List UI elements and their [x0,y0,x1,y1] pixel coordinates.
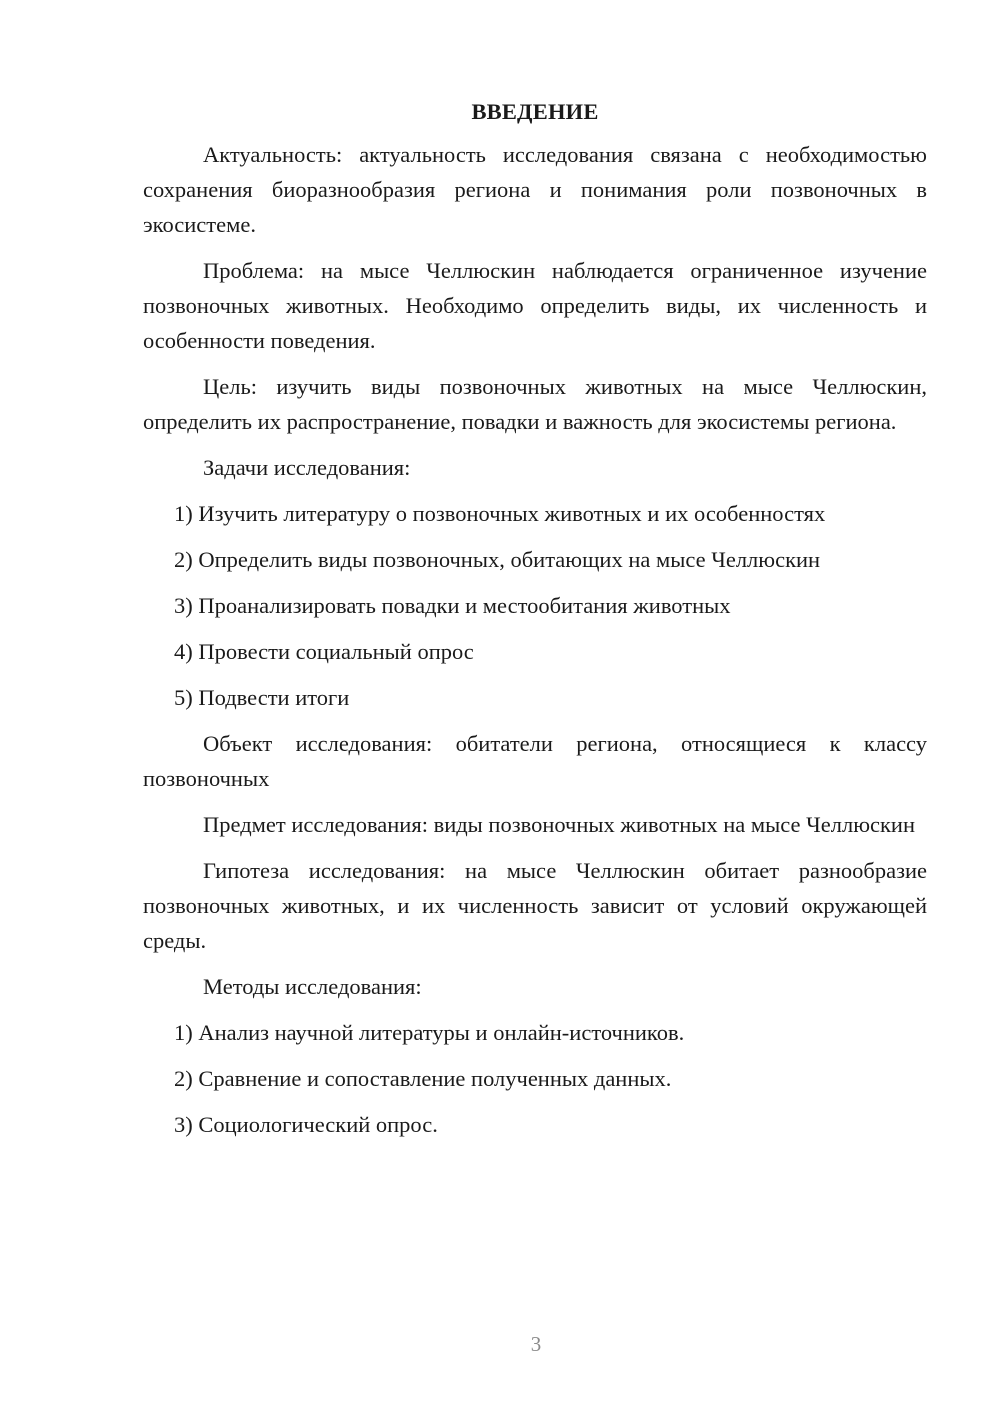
relevance-paragraph: Актуальность: актуальность исследования связана с необходимостью сохранения биоразнообразия региона и понимания роли позвоночных в экосистеме. [143,142,927,237]
subject-paragraph: Предмет исследования: виды позвоночных животных на мысе Челлюскин [203,812,916,837]
goal-paragraph: Цель: изучить виды позвоночных животных на мысе Челлюскин, определить их распространение, повадки и важность для экосистемы региона. [143,374,927,434]
object-paragraph: Объект исследования: обитатели региона, относящиеся к классу позвоночных [143,731,927,791]
hypothesis-paragraph: Гипотеза исследования: на мысе Челлюскин обитает разнообразие позвоночных животных, и их численность зависит от условий окружающей среды. [143,858,927,953]
task-item: 1) Изучить литературу о позвоночных животных и их особенностях [174,501,826,526]
task-item: 3) Проанализировать повадки и местообитания животных [174,593,731,618]
page-number: 3 [530,1332,542,1356]
tasks-heading: Задачи исследования: [203,455,411,480]
task-item: 5) Подвести итоги [174,685,350,710]
problem-paragraph: Проблема: на мысе Челлюскин наблюдается ограниченное изучение позвоночных животных. Необходимо определить виды, их численность и особенности поведения. [143,258,927,353]
method-item: 3) Социологический опрос. [174,1112,438,1137]
section-title: ВВЕДЕНИЕ [471,99,599,124]
methods-heading: Методы исследования: [203,974,422,999]
method-item: 2) Сравнение и сопоставление полученных данных. [174,1066,672,1091]
task-item: 4) Провести социальный опрос [174,639,474,664]
page-content [143,94,927,1153]
method-item: 1) Анализ научной литературы и онлайн-источников. [174,1020,685,1045]
task-item: 2) Определить виды позвоночных, обитающих на мысе Челлюскин [174,547,821,572]
